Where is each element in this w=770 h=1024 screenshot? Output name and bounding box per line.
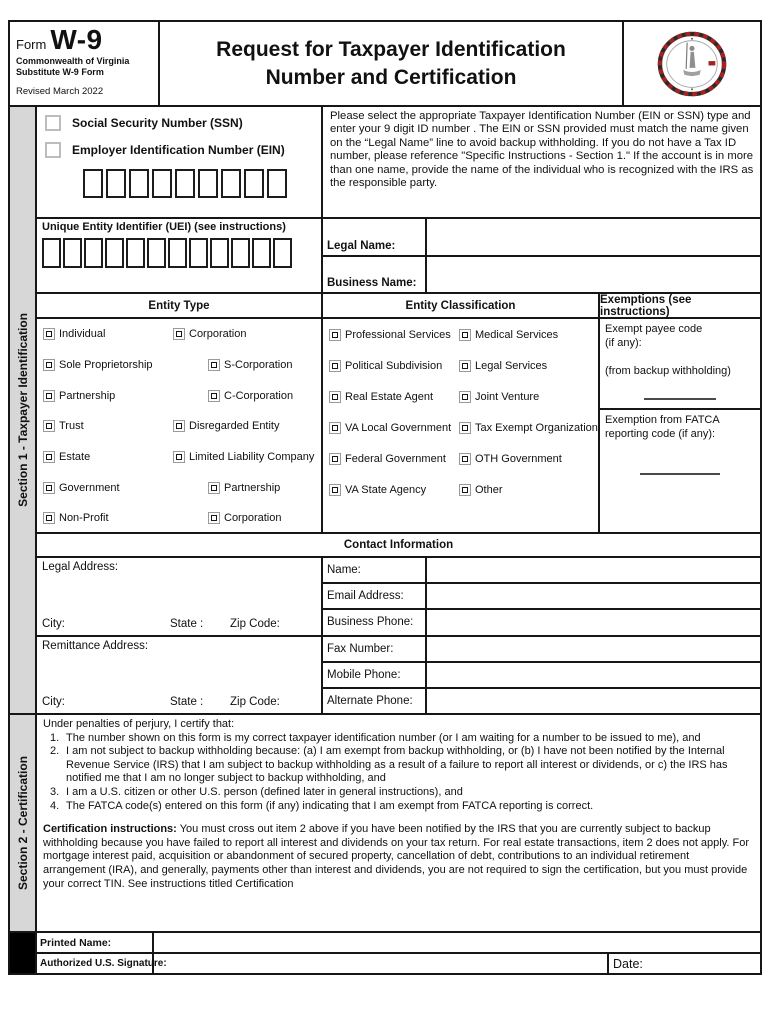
digit-box[interactable] (175, 169, 195, 198)
partnership-checkbox[interactable] (43, 390, 55, 402)
digit-box[interactable] (129, 169, 149, 198)
corporation-checkbox[interactable] (173, 328, 185, 340)
option-tax-exempt-organization (459, 412, 598, 443)
uei-digit-boxes (42, 238, 317, 268)
form-title (160, 22, 622, 105)
business-phone-input-cell[interactable] (427, 610, 760, 634)
checkbox-label: Professional Services (345, 328, 451, 341)
uei-label: Unique Entity Identifier (UEI) (see instructions) (42, 221, 286, 233)
certification-instructions-lead: Certification instructions: (43, 823, 177, 836)
entity-tables (37, 292, 760, 532)
option-government (43, 472, 173, 503)
checkbox-label: Government (59, 481, 120, 494)
digit-box[interactable] (152, 169, 172, 198)
date-label: Date: (613, 956, 643, 971)
signature-block (10, 931, 760, 973)
professional-services-checkbox[interactable] (329, 329, 341, 341)
tax-exempt-organization-checkbox[interactable] (459, 422, 471, 434)
revision-date: Revised March 2022 (16, 85, 104, 97)
section2-label: Section 2 - Certification (15, 755, 30, 891)
option-political-subdivision (329, 350, 459, 381)
checkbox-label: C-Corporation (224, 389, 294, 402)
exempt-payee-cell (600, 319, 760, 410)
estate-checkbox[interactable] (43, 451, 55, 463)
option-legal-services (459, 350, 598, 381)
option-sole-proprietorship (43, 350, 173, 381)
digit-box[interactable] (244, 169, 264, 198)
oth-government-checkbox[interactable] (459, 453, 471, 465)
entity-classification-column (323, 294, 600, 532)
digit-box[interactable] (252, 238, 271, 268)
certification-item-2 (50, 745, 752, 786)
ssn-label: Social Security Number (SSN) (72, 116, 243, 130)
digit-box[interactable] (105, 238, 124, 268)
org-line2: Substitute W-9 Form (16, 67, 104, 78)
checkbox-label: Disregarded Entity (189, 420, 280, 433)
corporation-checkbox[interactable] (208, 512, 220, 524)
checkbox-label: Partnership (59, 389, 116, 402)
item-text: I am not subject to backup withholding because: (a) I am exempt from backup withholding, or (b) I have not been notified by the Internal Revenue Service (IRS) that I am subject to backup withholding as a result of a failure to report all interest or dividends, or c) the IRS has notified me that I am no longer subject to backup withholding, and (66, 745, 728, 785)
digit-box[interactable] (106, 169, 126, 198)
ein-label: Employer Identification Number (EIN) (72, 143, 285, 157)
option-individual (43, 319, 173, 350)
digit-box[interactable] (210, 238, 229, 268)
checkbox-label: Limited Liability Company (189, 451, 315, 464)
option-partnership (43, 380, 173, 411)
disregarded-entity-checkbox[interactable] (173, 420, 185, 432)
signature-row (37, 954, 760, 973)
option-estate (43, 442, 173, 473)
fatca-code-input[interactable] (640, 473, 720, 475)
checkbox-label: OTH Government (475, 452, 562, 465)
legal-services-checkbox[interactable] (459, 360, 471, 372)
checkbox-label: Sole Proprietorship (59, 359, 153, 372)
authorized-signature-label: Authorized U.S. Signature: (37, 954, 154, 973)
digit-box[interactable] (63, 238, 82, 268)
business-name-label: Business Name: (323, 257, 427, 293)
c-corporation-checkbox[interactable] (208, 390, 220, 402)
entity-type-column (37, 294, 323, 532)
email-address-input-cell[interactable] (427, 584, 760, 608)
legal-address-block[interactable] (37, 558, 321, 637)
section1-sidebar (10, 107, 37, 713)
medical-services-checkbox[interactable] (459, 329, 471, 341)
city-label: City: (42, 618, 65, 630)
legal-name-label: Legal Name: (323, 219, 427, 255)
ein-checkbox[interactable] (45, 142, 61, 158)
va-state-agency-checkbox[interactable] (329, 484, 341, 496)
form-header (10, 22, 760, 107)
business-name-row (323, 257, 760, 293)
contact-row-email-address (323, 584, 760, 610)
option-trust (43, 411, 173, 442)
printed-name-input-cell[interactable] (154, 933, 760, 952)
checkbox-label: Other (475, 483, 503, 496)
legal-name-row (323, 219, 760, 257)
political-subdivision-checkbox[interactable] (329, 360, 341, 372)
contact-row-alternate-phone (323, 689, 760, 713)
option-c-corporation (173, 380, 321, 411)
exemptions-column (600, 294, 760, 532)
fatca-label: Exemption from FATCA reporting code (if any): (605, 414, 720, 440)
digit-box[interactable] (198, 169, 218, 198)
checkbox-label: Trust (59, 420, 84, 433)
federal-government-checkbox[interactable] (329, 453, 341, 465)
contact-row-name (323, 558, 760, 584)
checkbox-label: Individual (59, 328, 106, 341)
checkbox-label: Federal Government (345, 452, 446, 465)
uei-box (37, 219, 323, 292)
option-federal-government (329, 443, 459, 474)
contact-field-label: Fax Number: (323, 637, 427, 661)
virginia-seal-icon (648, 30, 736, 98)
title-line2: Number and Certification (265, 65, 517, 89)
item-number: 4. (50, 799, 60, 812)
section2-certification (10, 713, 760, 931)
printed-name-label: Printed Name: (37, 933, 154, 952)
item-number: 3. (50, 785, 60, 798)
checkbox-label: Corporation (224, 512, 282, 525)
item-text: I am a U.S. citizen or other U.S. person (defined later in general instructions), and (66, 785, 463, 798)
certification-items (43, 732, 752, 814)
trust-checkbox[interactable] (43, 420, 55, 432)
checkbox-label: Medical Services (475, 328, 559, 341)
partnership-checkbox[interactable] (208, 482, 220, 494)
tin-selection-box (37, 107, 323, 217)
legal-name-input-cell[interactable] (427, 219, 760, 255)
option-limited-liability-company (173, 442, 321, 473)
digit-box[interactable] (42, 238, 61, 268)
form-id-box (10, 22, 160, 105)
contact-information-body (37, 558, 760, 713)
fatca-cell (600, 410, 760, 532)
checkbox-label: Political Subdivision (345, 359, 443, 372)
zip-label: Zip Code: (230, 618, 280, 630)
contact-row-business-phone (323, 610, 760, 636)
checkbox-label: Corporation (189, 328, 247, 341)
entity-classification-header: Entity Classification (323, 294, 598, 319)
contact-information-header: Contact Information (37, 532, 760, 558)
digit-box[interactable] (189, 238, 208, 268)
checkbox-label: S-Corporation (224, 359, 293, 372)
digit-box[interactable] (83, 169, 103, 198)
certification-item-4 (50, 800, 752, 814)
option-professional-services (329, 319, 459, 350)
option-disregarded-entity (173, 411, 321, 442)
form-word: Form (16, 37, 47, 52)
digit-box[interactable] (126, 238, 145, 268)
ssn-checkbox[interactable] (45, 115, 61, 131)
fax-number-input-cell[interactable] (427, 637, 760, 661)
option-non-profit (43, 503, 173, 534)
item-text: The number shown on this form is my correct taxpayer identification number (or I am waiting for a number to be issued to me), and (66, 731, 701, 744)
exempt-payee-line2: (if any): (605, 337, 642, 349)
tin-row (37, 107, 760, 217)
non-profit-checkbox[interactable] (43, 512, 55, 524)
digit-box[interactable] (231, 238, 250, 268)
city-label: City: (42, 696, 65, 708)
certification-intro: Under penalties of perjury, I certify that: (43, 718, 235, 730)
individual-checkbox[interactable] (43, 328, 55, 340)
item-text: The FATCA code(s) entered on this form (if any) indicating that I am exempt from FATCA reporting is correct. (66, 799, 594, 812)
option-corporation (173, 503, 321, 534)
date-cell[interactable] (607, 954, 760, 973)
legal-city-state-zip (42, 618, 316, 632)
remittance-city-state-zip (42, 696, 316, 710)
mobile-phone-input-cell[interactable] (427, 663, 760, 687)
digit-box[interactable] (273, 238, 292, 268)
remittance-address-block[interactable] (37, 637, 321, 713)
option-va-state-agency (329, 474, 459, 505)
contact-field-label: Name: (323, 558, 427, 582)
checkbox-label: Joint Venture (475, 390, 540, 403)
option-oth-government (459, 443, 598, 474)
black-corner-block (10, 933, 37, 973)
exemptions-header: Exemptions (see instructions) (600, 294, 760, 319)
tin-digit-boxes (83, 169, 317, 198)
name-input-cell[interactable] (427, 558, 760, 582)
remittance-address-label: Remittance Address: (42, 640, 149, 652)
item-number: 1. (50, 731, 60, 744)
digit-box[interactable] (84, 238, 103, 268)
real-estate-agent-checkbox[interactable] (329, 391, 341, 403)
limited-liability-company-checkbox[interactable] (173, 451, 185, 463)
seal-box (622, 22, 760, 105)
digit-box[interactable] (147, 238, 166, 268)
checkbox-label: Legal Services (475, 359, 548, 372)
exempt-payee-code-input[interactable] (644, 398, 716, 400)
contact-row-mobile-phone (323, 663, 760, 689)
digit-box[interactable] (221, 169, 241, 198)
checkbox-label: Non-Profit (59, 512, 109, 525)
form-number: W-9 (50, 24, 103, 55)
checkbox-label: Tax Exempt Organization (475, 421, 598, 434)
checkbox-label: Estate (59, 451, 91, 464)
option-real-estate-agent (329, 381, 459, 412)
checkbox-label: Partnership (224, 481, 281, 494)
s-corporation-checkbox[interactable] (208, 359, 220, 371)
business-name-input-cell[interactable] (427, 257, 760, 293)
state-label: State : (170, 696, 204, 708)
va-local-government-checkbox[interactable] (329, 422, 341, 434)
certification-item-3 (50, 786, 752, 800)
option-corporation (173, 319, 321, 350)
option-other (459, 474, 598, 505)
exempt-payee-line1: Exempt payee code (605, 323, 703, 335)
signature-input-cell[interactable] (154, 954, 607, 973)
w9-form (8, 20, 762, 975)
title-line1: Request for Taxpayer Identification (216, 38, 566, 62)
address-column (37, 558, 323, 713)
option-s-corporation (173, 350, 321, 381)
certification-item-1 (50, 732, 752, 746)
contact-field-label: Business Phone: (323, 610, 427, 634)
option-partnership (173, 472, 321, 503)
zip-label: Zip Code: (230, 696, 280, 708)
certification-instructions (43, 823, 752, 891)
contact-field-label: Mobile Phone: (323, 663, 427, 687)
checkbox-label: Real Estate Agent (345, 390, 434, 403)
tin-instructions: Please select the appropriate Taxpayer Identification Number (EIN or SSN) type and enter your 9 digit ID number . The EIN or SSN provided must match the name given on the “Legal Name” line to avoid backup withholding. If you do not have a Tax ID number, please reference "Specific Instructions - Section 1." If the account is in more than one name, provide the name of the individual who is recognized with the IRS as the responsible party. (330, 110, 754, 190)
alternate-phone-input-cell[interactable] (427, 689, 760, 713)
state-label: State : (170, 618, 204, 630)
ein-option (45, 142, 317, 158)
other-checkbox[interactable] (459, 484, 471, 496)
certification-instructions-text: You must cross out item 2 above if you have been notified by the IRS that you are currently subject to backup withholding because you have failed to report all interest and dividends on your tax return. For real estate transactions, item 2 does not apply. For mortgage interest paid, acquisition or abandonment of secured property, cancellation of debt, contributions to an individual retirement arrangement (IRA), and generally, payments other than interest and dividends, you are not required to sign the certification, but you must provide your correct TIN. See instructions titled Certification (43, 823, 750, 890)
digit-box[interactable] (267, 169, 287, 198)
certification-text (37, 715, 760, 931)
item-number: 2. (50, 745, 60, 758)
uei-names-row (37, 217, 760, 292)
legal-address-label: Legal Address: (42, 561, 119, 573)
contact-row-fax-number (323, 637, 760, 663)
contact-field-label: Email Address: (323, 584, 427, 608)
sole-proprietorship-checkbox[interactable] (43, 359, 55, 371)
contact-field-label: Alternate Phone: (323, 689, 427, 713)
printed-name-row (37, 933, 760, 954)
government-checkbox[interactable] (43, 482, 55, 494)
digit-box[interactable] (168, 238, 187, 268)
joint-venture-checkbox[interactable] (459, 391, 471, 403)
option-joint-venture (459, 381, 598, 412)
entity-type-header: Entity Type (37, 294, 321, 319)
option-va-local-government (329, 412, 459, 443)
option-medical-services (459, 319, 598, 350)
section1-label: Section 1 - Taxpayer Identification (15, 313, 30, 507)
org-line1: Commonwealth of Virginia (16, 56, 130, 66)
checkbox-label: VA Local Government (345, 421, 452, 434)
exempt-payee-line3: (from backup withholding) (605, 365, 731, 377)
name-fields (323, 219, 760, 292)
ssn-option (45, 115, 317, 131)
checkbox-label: VA State Agency (345, 483, 427, 496)
contact-fields-column (323, 558, 760, 713)
section2-sidebar (10, 715, 37, 931)
